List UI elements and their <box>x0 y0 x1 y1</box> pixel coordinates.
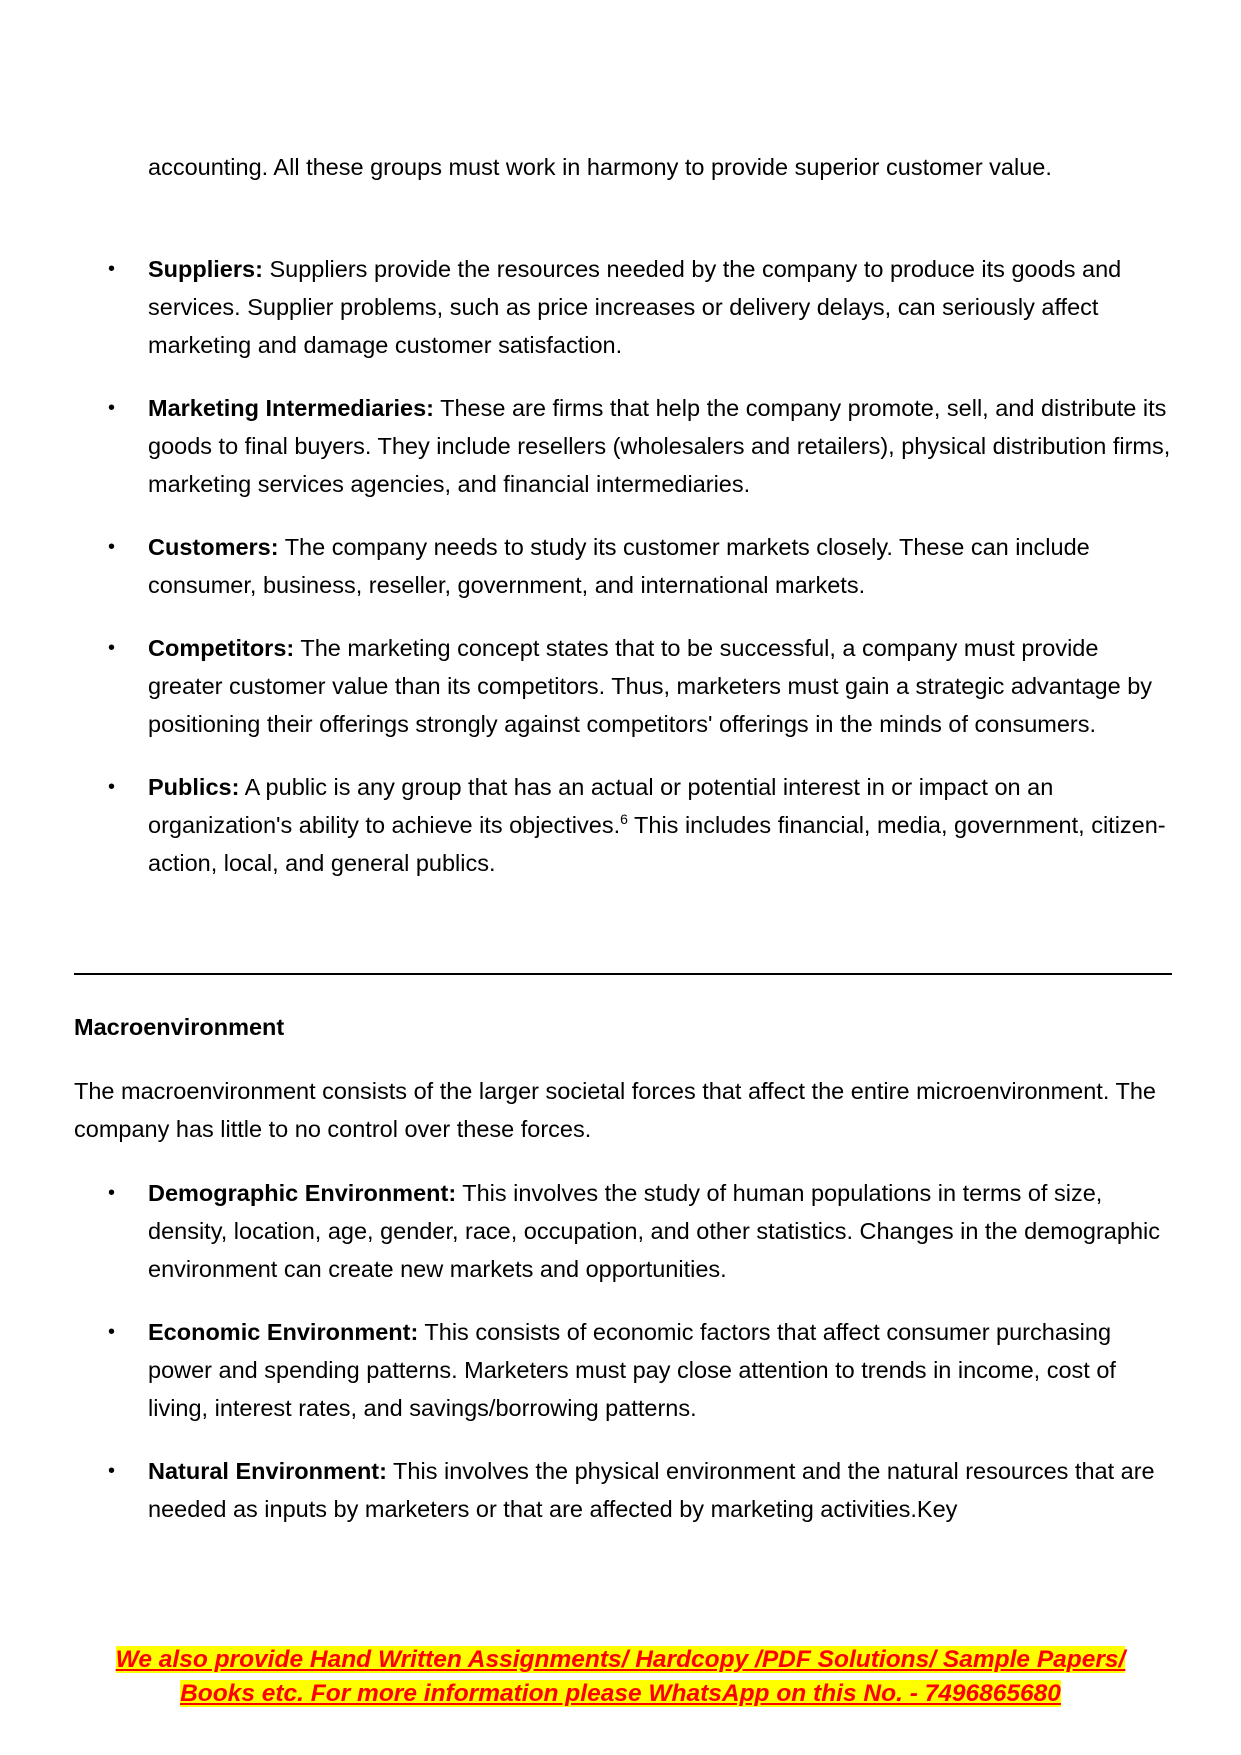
list-item-publics <box>0 768 1178 882</box>
term-label: Publics: <box>148 774 240 800</box>
term-label: Demographic Environment: <box>148 1180 457 1206</box>
term-description-continued: This includes financial, media, government, citizen-action, local, and general publics. <box>148 812 1166 876</box>
bullet-icon: • <box>108 1182 116 1204</box>
term-label: Suppliers: <box>148 256 263 282</box>
bullet-icon: • <box>108 1460 116 1482</box>
footnote-marker: 6 <box>620 811 628 828</box>
bullet-icon: • <box>108 637 116 659</box>
bullet-icon: • <box>108 1321 116 1343</box>
term-description: The marketing concept states that to be successful, a company must provide greater customer value than its competitors. Thus, marketers must gain a strategic advantage by positioning their offerings strongly against competitors' offerings in the minds of consumers. <box>148 635 1153 737</box>
term-label: Competitors: <box>148 635 295 661</box>
term-label: Economic Environment: <box>148 1319 419 1345</box>
term-description: This involves the physical environment and the natural resources that are needed as inputs by marketers or that are affected by marketing activities.Key <box>148 1458 1155 1522</box>
list-item-competitors <box>0 629 1178 743</box>
list-item-suppliers <box>0 250 1178 364</box>
term-label: Customers: <box>148 534 279 560</box>
promo-banner <box>0 1643 1241 1711</box>
macroenvironment-list <box>0 1174 1178 1553</box>
section-intro-paragraph: The macroenvironment consists of the larger societal forces that affect the entire microenvironment. The company has little to no control over these forces. <box>74 1078 1156 1142</box>
list-item-economic-environment <box>0 1313 1178 1427</box>
bullet-icon: • <box>108 776 116 798</box>
horizontal-divider <box>74 973 1172 975</box>
term-description: These are firms that help the company promote, sell, and distribute its goods to final buyers. They include resellers (wholesalers and retailers), physical distribution firms, marketing services agencies, and financial intermediaries. <box>148 395 1171 497</box>
list-item-natural-environment <box>0 1452 1178 1528</box>
list-item-customers <box>0 528 1178 604</box>
term-label: Natural Environment: <box>148 1458 387 1484</box>
promo-line-1: We also provide Hand Written Assignments/ Hardcopy /PDF Solutions/ Sample Papers/ <box>115 1646 1126 1673</box>
term-description: The company needs to study its customer markets closely. These can include consumer, business, reseller, government, and international markets. <box>148 534 1090 598</box>
bullet-icon: • <box>108 258 116 280</box>
microenvironment-list <box>0 250 1178 907</box>
term-description: This consists of economic factors that affect consumer purchasing power and spending patterns. Marketers must pay close attention to trends in income, cost of living, interest rates, and savings/borrowing patterns. <box>148 1319 1116 1421</box>
term-description: Suppliers provide the resources needed by the company to produce its goods and services. Supplier problems, such as price increases or delivery delays, can seriously affect marketing and damage customer satisfaction. <box>148 256 1122 358</box>
list-item-demographic-environment <box>0 1174 1178 1288</box>
bullet-icon: • <box>108 397 116 419</box>
list-item-marketing-intermediaries <box>0 389 1178 503</box>
bullet-icon: • <box>108 536 116 558</box>
term-description: A public is any group that has an actual or potential interest in or impact on an organization's ability to achieve its objectives. <box>148 774 1054 838</box>
term-label: Marketing Intermediaries: <box>148 395 435 421</box>
continuation-paragraph: accounting. All these groups must work in harmony to provide superior customer value. <box>148 154 1052 180</box>
section-heading: Macroenvironment <box>74 1014 285 1040</box>
promo-line-2: Books etc. For more information please WhatsApp on this No. - 7496865680 <box>180 1680 1061 1707</box>
term-description: This involves the study of human populations in terms of size, density, location, age, gender, race, occupation, and other statistics. Changes in the demographic environment can create new markets and opportunities. <box>148 1180 1160 1282</box>
